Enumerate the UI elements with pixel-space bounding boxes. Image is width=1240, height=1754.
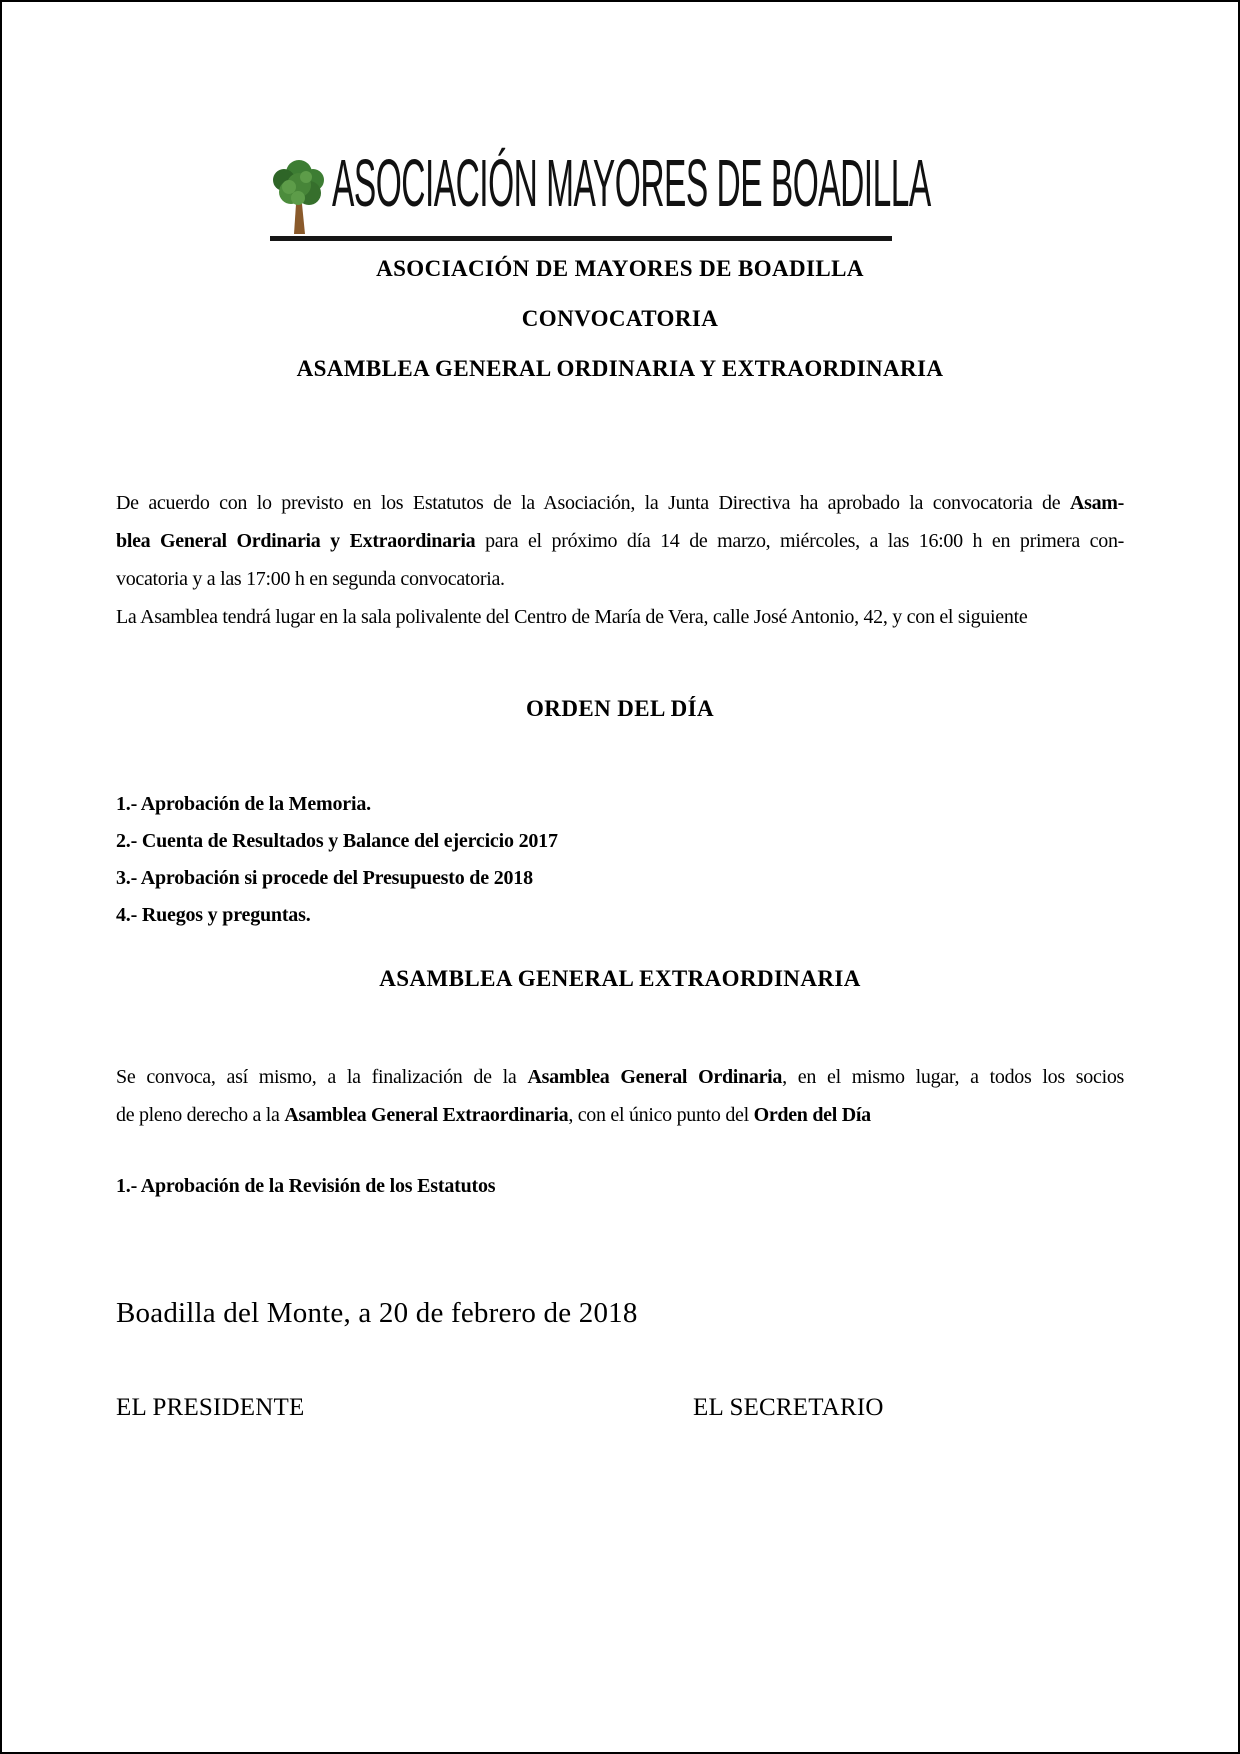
text-line: De acuerdo con lo previsto en los Estatutos de la Asociación, la Junta Directiva ha aprobado la convocatoria de Asam- [116,492,1124,514]
orden-item-4: 4.- Ruegos y preguntas. [116,904,311,926]
secretary-label: EL SECRETARIO [693,1394,884,1421]
title-asamblea: ASAMBLEA GENERAL ORDINARIA Y EXTRAORDINARIA [296,356,944,381]
president-label: EL PRESIDENTE [116,1394,305,1421]
text-line: Se convoca, así mismo, a la finalización de la Asamblea General Ordinaria, en el mismo lugar, a todos los socios [116,1066,1125,1088]
association-logo [270,146,931,241]
text-line: de pleno derecho a la Asamblea General Extraordinaria, con el único punto del Orden del Día [116,1104,871,1126]
orden-item-1: 1.- Aprobación de la Memoria. [116,793,371,815]
orden-del-dia-list [116,786,1124,934]
title-convocatoria: CONVOCATORIA [521,306,719,331]
orden-item-3: 3.- Aprobación si procede del Presupuesto de 2018 [116,867,533,889]
logo-title: ASOCIACIÓN MAYORES DE BOADILLA [332,146,931,221]
signature-row [116,1394,1124,1430]
text-line: blea General Ordinaria y Extraordinaria para el próximo día 14 de marzo, miércoles, a las 16:00 h en primera con- [116,530,1125,552]
intro-paragraph [116,484,1124,636]
title-association: ASOCIACIÓN DE MAYORES DE BOADILLA [376,256,864,281]
dateline: Boadilla del Monte, a 20 de febrero de 2018 [116,1297,638,1329]
extraordinaria-title: ASAMBLEA GENERAL EXTRAORDINARIA [379,966,861,991]
text-line: vocatoria y a las 17:00 h en segunda convocatoria. [116,568,505,590]
text-line: La Asamblea tendrá lugar en la sala polivalente del Centro de María de Vera, calle José Antonio, 42, y con el siguiente [116,606,1028,628]
tree-icon [270,158,328,236]
extraordinaria-paragraph [116,1058,1124,1134]
extraordinaria-item-1: 1.- Aprobación de la Revisión de los Estatutos [116,1175,496,1197]
orden-del-dia-title: ORDEN DEL DÍA [526,696,714,721]
orden-item-2: 2.- Cuenta de Resultados y Balance del ejercicio 2017 [116,830,558,852]
